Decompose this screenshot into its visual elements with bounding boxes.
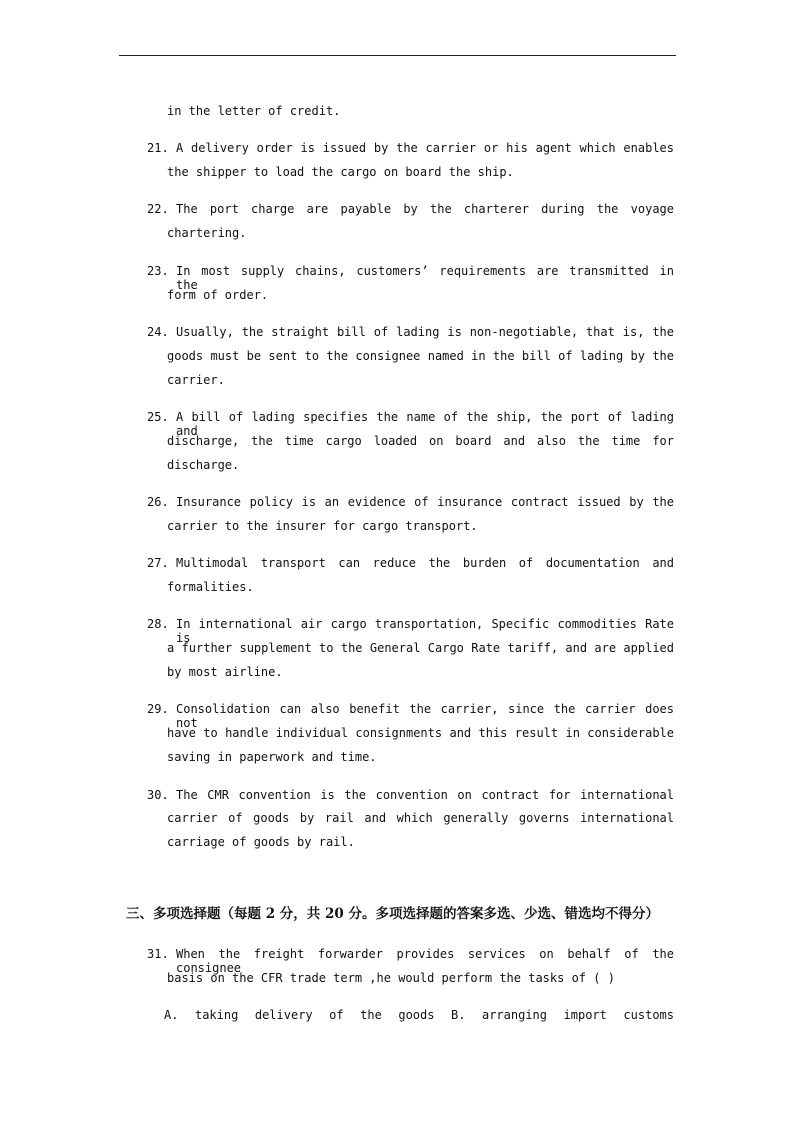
question-number: 30. bbox=[147, 788, 169, 802]
question-number: 31. bbox=[147, 947, 169, 961]
question-text: discharge. bbox=[167, 458, 240, 472]
question-text: form of order. bbox=[167, 288, 269, 302]
question-text: a further supplement to the General Cargo Rate tariff, and are applied bbox=[167, 641, 674, 655]
question-text: carrier. bbox=[167, 373, 225, 387]
question-text: Multimodal transport can reduce the burden of documentation and bbox=[176, 556, 674, 570]
question-number: 25. bbox=[147, 410, 169, 424]
question-text: Insurance policy is an evidence of insurance contract issued by the bbox=[176, 495, 674, 509]
question-text: In international air cargo transportation, Specific commodities Rate is bbox=[176, 617, 674, 645]
question-text: The CMR convention is the convention on contract for international bbox=[176, 788, 674, 802]
question-text: basis on the CFR trade term ,he would perform the tasks of ( ) bbox=[167, 971, 615, 985]
question-text: discharge, the time cargo loaded on board and also the time for bbox=[167, 434, 674, 448]
question-text: saving in paperwork and time. bbox=[167, 750, 377, 764]
question-text: carrier to the insurer for cargo transport. bbox=[167, 519, 478, 533]
question-number: 21. bbox=[147, 141, 169, 155]
header-rule bbox=[119, 55, 676, 56]
answer-option: A. taking delivery of the goods B. arranging import customs bbox=[164, 1008, 674, 1022]
question-text: carrier of goods by rail and which generally governs international bbox=[167, 811, 674, 825]
question-number: 23. bbox=[147, 264, 169, 278]
question-text: Consolidation can also benefit the carrier, since the carrier does not bbox=[176, 702, 674, 730]
question-text: goods must be sent to the consignee named in the bill of lading by the bbox=[167, 349, 674, 363]
question-number: 28. bbox=[147, 617, 169, 631]
question-text: formalities. bbox=[167, 580, 254, 594]
continuation-text: in the letter of credit. bbox=[167, 104, 341, 118]
question-text: When the freight forwarder provides services on behalf of the consignee bbox=[176, 947, 674, 975]
question-text: Usually, the straight bill of lading is non-negotiable, that is, the bbox=[176, 325, 674, 339]
question-number: 22. bbox=[147, 202, 169, 216]
question-text: chartering. bbox=[167, 226, 247, 240]
question-text: the shipper to load the cargo on board the ship. bbox=[167, 165, 514, 179]
question-text: by most airline. bbox=[167, 665, 283, 679]
question-text: have to handle individual consignments and this result in considerable bbox=[167, 726, 674, 740]
question-text: A bill of lading specifies the name of the ship, the port of lading and bbox=[176, 410, 674, 438]
question-text: The port charge are payable by the charterer during the voyage bbox=[176, 202, 674, 216]
question-text: carriage of goods by rail. bbox=[167, 835, 355, 849]
question-number: 29. bbox=[147, 702, 169, 716]
question-text: A delivery order is issued by the carrier or his agent which enables bbox=[176, 141, 674, 155]
question-number: 27. bbox=[147, 556, 169, 570]
question-text: In most supply chains, customers’ requirements are transmitted in the bbox=[176, 264, 674, 292]
question-number: 26. bbox=[147, 495, 169, 509]
question-number: 24. bbox=[147, 325, 169, 339]
section-heading: 三、多项选择题（每题 2 分，共 20 分。多项选择题的答案多选、少选、错选均不得分） bbox=[126, 906, 659, 922]
